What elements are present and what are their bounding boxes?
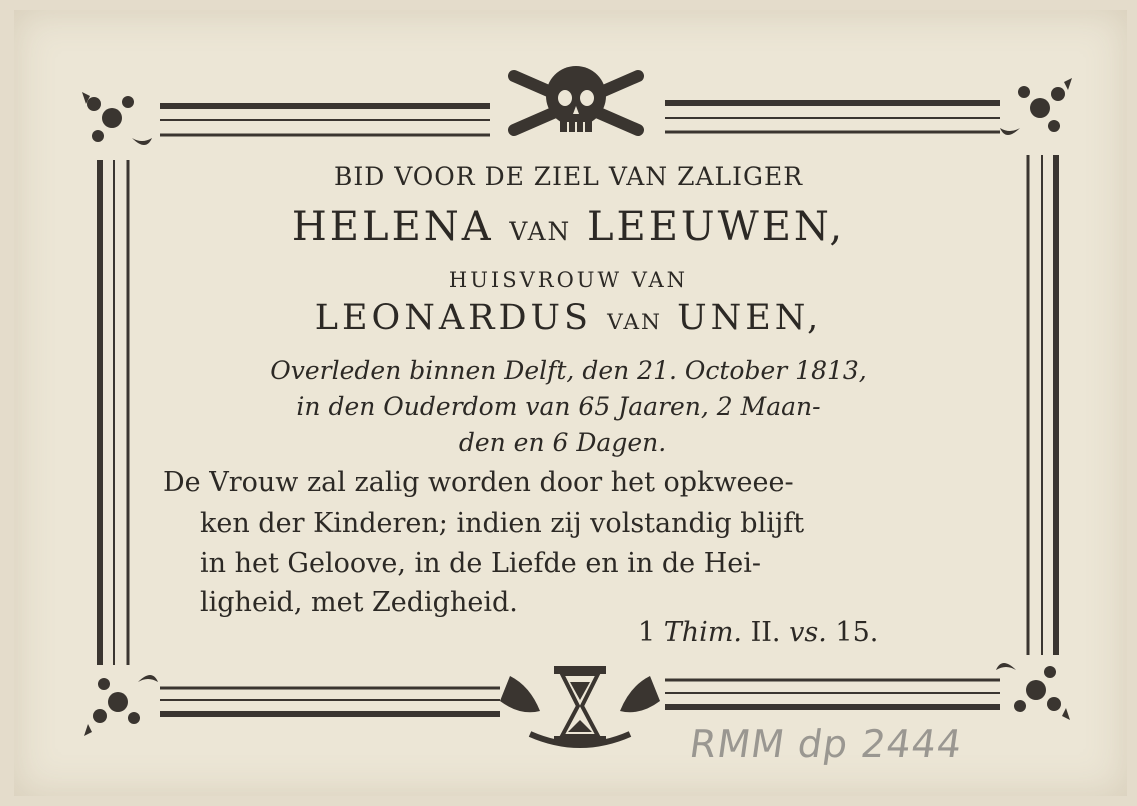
reference-number: 1: [638, 617, 656, 648]
death-place-date: Overleden binnen Delft, den 21. October 1813,: [270, 356, 867, 385]
handwritten-inventory-number: RMM dp 2444: [686, 722, 966, 766]
hourglass-icon: [500, 666, 660, 745]
prayer-heading: BID VOOR DE ZIEL VAN ZALIGER: [333, 162, 804, 191]
reference-chapter: II.: [750, 617, 781, 648]
age-line-2: den en 6 Dagen.: [458, 428, 667, 457]
scripture-reference: [638, 617, 878, 648]
spouse-first-name: LEONARDUS: [314, 298, 592, 338]
reference-vs: vs.: [789, 617, 827, 648]
deceased-surname: LEEUWEN,: [586, 204, 846, 250]
skull-and-crossbones-icon: [514, 66, 638, 132]
deceased-particle: VAN: [509, 217, 572, 246]
spouse-particle: VAN: [607, 310, 662, 335]
verse-line: in het Geloove, in de Liefde en in de Hei-: [200, 548, 762, 579]
spouse-surname: UNEN,: [677, 298, 823, 338]
verse-line: De Vrouw zal zalig worden door het opkweee-: [163, 467, 794, 498]
age-line-1: in den Ouderdom van 65 Jaaren, 2 Maan-: [296, 392, 821, 421]
spouse-name: [0, 298, 1137, 338]
spouse-heading: HUISVROUW VAN: [448, 268, 689, 292]
verse-line: ligheid, met Zedigheid.: [200, 587, 518, 618]
reference-verse: 15.: [835, 617, 879, 648]
deceased-name: [0, 204, 1137, 250]
verse-line: ken der Kinderen; indien zij volstandig blijft: [200, 508, 805, 539]
deceased-first-name: HELENA: [291, 204, 494, 250]
reference-book: Thim.: [663, 617, 742, 648]
